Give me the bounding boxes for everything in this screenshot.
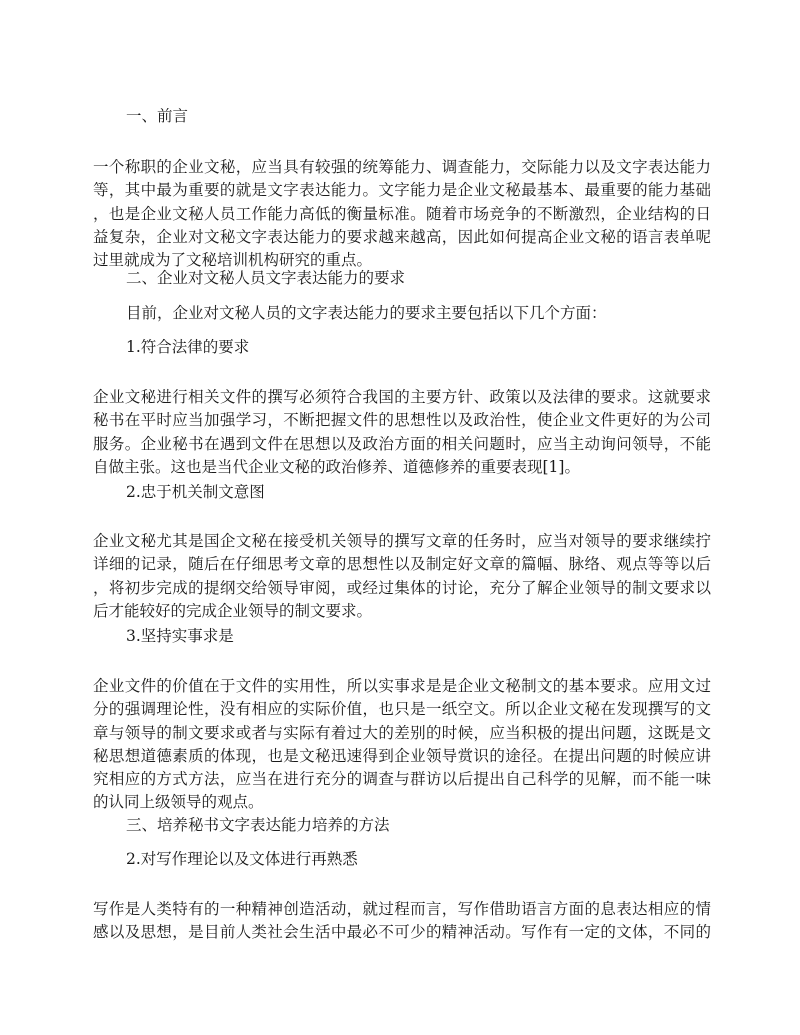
paragraph-line: 写作是人类特有的一种精神创造活动，就过程而言，写作借助语言方面的息表达相应的情 [93,900,711,918]
paragraph-line: 分的强调理论性，没有相应的实际价值，也只是一纸空文。所以企业文秘在发现撰写的文 [93,700,711,719]
paragraph-line: 详细的记录，随后在仔细思考文章的思想性以及制定好文章的篇幅、脉络、观点等等以后 [93,555,711,574]
subheading-writing-theory: 2.对写作理论以及文体进行再熟悉 [126,850,358,868]
paragraph-writing-theory [93,898,711,945]
paragraph-line: 章与领导的制文要求或者与实际有着过大的差别的时候，应当积极的提出问题，这既是文 [93,723,711,742]
paragraph-intent [93,530,711,623]
paragraph-line: 自做主张。这也是当代企业文秘的政治修养、道德修养的重要表现[1]。 [93,457,580,476]
section-heading-preface: 一、前言 [126,107,189,125]
paragraph-line: 一个称职的企业文秘，应当具有较强的统筹能力、调查能力，交际能力以及文字表达能力 [93,158,711,176]
paragraph-line: 益复杂，企业对文秘文字表达能力的要求越来越高，因此如何提高企业文秘的语言表单呢 [93,227,711,246]
subheading-intent: 2.忠于机关制文意图 [126,483,265,501]
paragraph-line: 秘思想道德素质的体现，也是文秘迅速得到企业领导赏识的途径。在提出问题的时候应讲 [93,746,711,765]
paragraph-line: ，将初步完成的提纲交给领导审阅，或经过集体的讨论，充分了解企业领导的制文要求以 [93,578,711,597]
paragraph-line: 过里就成为了文秘培训机构研究的重点。 [93,251,373,270]
section-heading-requirements: 二、企业对文秘人员文字表达能力的要求 [126,269,406,287]
paragraph-line: 等，其中最为重要的就是文字表达能力。文字能力是企业文秘最基本、最重要的能力基础 [93,181,711,200]
paragraph-legal [93,386,711,479]
paragraph-preface [93,156,711,272]
paragraph-facts [93,675,711,815]
paragraph-line: 企业文秘进行相关文件的撰写必须符合我国的主要方针、政策以及法律的要求。这就要求 [93,388,711,406]
paragraph-line: 秘书在平时应当加强学习，不断把握文件的思想性以及政治性，使企业文件更好的为公司 [93,411,711,430]
paragraph-line: 的认同上级领导的观点。 [93,793,264,812]
paragraph-line: 企业文件的价值在于文件的实用性，所以实事求是是企业文秘制文的基本要求。应用文过 [93,677,711,695]
paragraph-line: 后才能较好的完成企业领导的制文要求。 [93,601,373,620]
paragraph-line: 服务。企业秘书在遇到文件在思想以及政治方面的相关问题时，应当主动询问领导，不能 [93,434,711,453]
paragraph-line: 究相应的方式方法，应当在进行充分的调查与群访以后提出自己科学的见解，而不能一味 [93,770,711,789]
paragraph-line: 企业文秘尤其是国企文秘在接受机关领导的撰写文章的任务时，应当对领导的要求继续拧 [93,532,711,550]
requirements-intro: 目前，企业对文秘人员的文字表达能力的要求主要包括以下几个方面： [126,304,607,322]
subheading-legal: 1.符合法律的要求 [126,338,250,356]
paragraph-line: ，也是企业文秘人员工作能力高低的衡量标准。随着市场竞争的不断激烈，企业结构的日 [93,204,711,223]
section-heading-methods: 三、培养秘书文字表达能力培养的方法 [126,816,390,834]
subheading-facts: 3.坚持实事求是 [126,627,234,645]
paragraph-line: 感以及思想，是目前人类社会生活中最必不可少的精神活动。写作有一定的文体，不同的 [93,923,711,942]
